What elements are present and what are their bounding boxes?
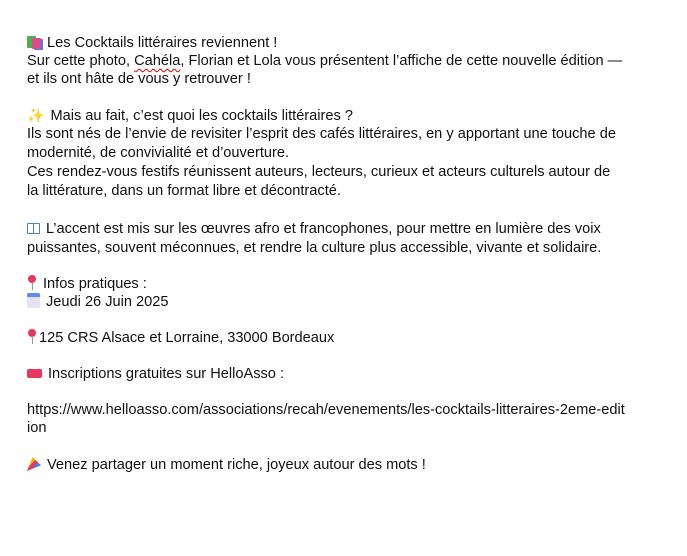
about-title [27, 106, 353, 126]
intro-line-1 [27, 52, 622, 71]
focus-line: puissantes, souvent méconnues, et rendre la culture plus accessible, vivante et solidaire. [27, 240, 602, 256]
calendar-icon [27, 293, 40, 308]
info-address [27, 329, 334, 348]
pin-icon [27, 275, 37, 291]
closing-text: Venez partager un moment riche, joyeux autour des mots ! [47, 457, 426, 473]
date-text: Jeudi 26 Juin 2025 [46, 294, 169, 310]
about-line: modernité, de convivialité et d’ouverture. [27, 145, 290, 161]
intro-text: Sur cette photo, [27, 53, 135, 69]
info-date [27, 293, 169, 312]
intro-text: , Florian et Lola vous présentent l’affiche de cette nouvelle édition — [180, 53, 623, 69]
info-title [27, 275, 147, 294]
intro-title [27, 34, 277, 53]
misspelled-word[interactable]: Cahéla [134, 53, 181, 69]
signup-text: Inscriptions gratuites sur HelloAsso : [48, 366, 285, 382]
sparkles-icon: ✨ [27, 107, 45, 123]
about-line: Ils sont nés de l’envie de revisiter l’esprit des cafés littéraires, en y apportant une touche de [27, 126, 616, 142]
closing-line [27, 456, 426, 475]
info-signup [27, 365, 284, 384]
intro-title-text: Les Cocktails littéraires reviennent ! [47, 35, 278, 51]
focus-line [27, 220, 601, 239]
info-title-text: Infos pratiques : [43, 276, 147, 292]
intro-line-2: et ils ont hâte de vous y retrouver ! [27, 71, 251, 87]
signup-url-continued[interactable]: ion [27, 420, 47, 436]
party-popper-icon [27, 457, 41, 471]
about-title-text: Mais au fait, c’est quoi les cocktails littéraires ? [50, 108, 353, 124]
address-text: 125 CRS Alsace et Lorraine, 33000 Bordeaux [39, 330, 335, 346]
pin-icon [27, 329, 37, 345]
signup-url[interactable]: https://www.helloasso.com/associations/recah/evenements/les-cocktails-litteraires-2eme-edit [27, 402, 625, 418]
focus-text: L’accent est mis sur les œuvres afro et francophones, pour mettre en lumière des voix [46, 221, 601, 237]
about-line: Ces rendez-vous festifs réunissent auteurs, lecteurs, curieux et acteurs culturels autour de [27, 164, 611, 180]
ticket-icon [27, 369, 42, 378]
books-icon [27, 35, 41, 49]
open-book-icon [27, 223, 40, 234]
about-line: la littérature, dans un format libre et décontracté. [27, 183, 341, 199]
